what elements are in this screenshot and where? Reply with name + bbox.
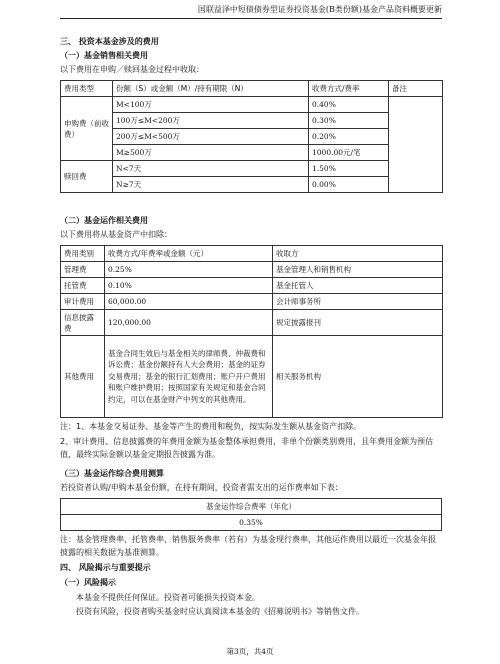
table-cell: 0.10%: [105, 278, 273, 294]
table-header-row: [61, 246, 443, 262]
subsection-sales-fees: （一）基金销售相关费用: [60, 51, 148, 60]
sales-fee-table: [60, 80, 443, 193]
table-row: [61, 129, 443, 145]
section-title-fees: 三、 投资本基金涉及的费用: [60, 37, 159, 46]
risk-paragraph-1: 本基金不提供任何保证。投资者可能损失投资本金。: [76, 593, 260, 602]
table-cell: 审计费用: [61, 294, 105, 310]
table-header-row: [61, 81, 443, 97]
table-row: [61, 177, 443, 193]
subsection-total-fees: （三）基金运作综合费用测算: [60, 469, 164, 478]
subsection-operation-fees: （二）基金运作相关费用: [60, 216, 148, 225]
table-header-row: [61, 499, 442, 515]
table-row: [61, 262, 443, 278]
page-footer: 第3页，共4页: [226, 647, 274, 656]
table-header-cell: 备注: [389, 81, 443, 97]
table-row: [61, 515, 442, 531]
sales-fees-intro: 以下费用在申购／赎回基金过程中收取：: [60, 65, 204, 74]
table-cell: 基金合同生效后与基金相关的律师费、仲裁费和诉讼费；基金份额持有人大会费用；基金的证券交易费用；基金的银行汇划费用；账户开户费用和账户维护费用；按照国家有关规定和基金合同约定，可以在基金财产中列支的其他费用。: [105, 336, 273, 418]
table-cell: M≥500万: [113, 145, 309, 161]
table-cell: 0.25%: [105, 262, 273, 278]
table-header-cell: 收取方: [273, 246, 443, 262]
operation-fees-intro: 以下费用将从基金资产中扣除：: [60, 230, 172, 239]
table-cell: N<7天: [113, 161, 309, 177]
table-header-cell: 基金运作综合费率（年化）: [61, 499, 442, 515]
table-row: [61, 145, 443, 161]
table-cell: 1.50%: [309, 161, 389, 177]
total-fees-intro: 若投资者认购/申购本基金份额，在持有期间，投资者需支出的运作费率如下表：: [60, 483, 343, 492]
table-row: [61, 161, 443, 177]
remarks-cell: [389, 97, 443, 193]
note-3: 注：基金管理费率、托管费率、销售服务费率（若有）为基金现行费率，其他运作费用以最近一次基金年报披露的相关数据为基准测算。: [60, 535, 436, 557]
table-cell: 200万≤M<500万: [113, 129, 309, 145]
risk-paragraph-2: 投资有风险，投资者购买基金时应认真阅读本基金的《招募说明书》等销售文件。: [76, 607, 364, 616]
table-header-cell: 收费方式/年费率或金额（元）: [105, 246, 273, 262]
table-cell: 基金托管人: [273, 278, 443, 294]
table-row: [61, 294, 443, 310]
table-cell: 0.30%: [309, 113, 389, 129]
table-row: [61, 97, 443, 113]
table-cell: 会计师事务所: [273, 294, 443, 310]
total-fee-table: [60, 498, 442, 531]
table-row: [61, 113, 443, 129]
note-2: 2、审计费用、信息披露费的年费用金额为基金整体承担费用，非单个份额类别费用，且年费用金额为预估值，最终实际金额以基金定期报告披露为准。: [60, 437, 434, 459]
table-header-cell: 份额（S）或金额（M）/持有期限（N）: [113, 81, 309, 97]
table-cell: M<100万: [113, 97, 309, 113]
table-cell: 1000.00元/笔: [309, 145, 389, 161]
table-cell: 规定披露报刊: [273, 310, 443, 336]
page-header: 国联益泽中短债债券型证券投资基金(B类份额)基金产品资料概要更新: [197, 5, 442, 14]
fee-type-purchase: 申购费（前收费）: [61, 97, 113, 161]
table-header-cell: 费用类别: [61, 246, 105, 262]
fee-type-redeem: 赎回费: [61, 161, 113, 193]
header-divider: [60, 18, 442, 19]
section-title-risk: 四、 风险揭示与重要提示: [60, 563, 151, 572]
table-cell: 0.40%: [309, 97, 389, 113]
table-header-cell: 收费方式/费率: [309, 81, 389, 97]
operation-fee-table: [60, 245, 443, 418]
table-row: [61, 278, 443, 294]
note-1: 注：1、本基金交易证券、基金等产生的费用和税负，按实际发生额从基金资产扣除。: [60, 422, 362, 431]
table-header-cell: 费用类型: [61, 81, 113, 97]
table-cell: 管理费: [61, 262, 105, 278]
table-row: [61, 310, 443, 336]
table-cell: 信息披露费: [61, 310, 105, 336]
table-cell: 基金管理人和销售机构: [273, 262, 443, 278]
subsection-risk-disclosure: （一）风险揭示: [60, 578, 116, 587]
table-cell: 托管费: [61, 278, 105, 294]
table-cell: 0.00%: [309, 177, 389, 193]
table-cell: 0.20%: [309, 129, 389, 145]
table-cell: 其他费用: [61, 336, 105, 418]
table-cell: 0.35%: [61, 515, 442, 531]
table-cell: 60,000.00: [105, 294, 273, 310]
table-cell: N≥7天: [113, 177, 309, 193]
table-cell: 相关服务机构: [273, 336, 443, 418]
table-cell: 120,000.00: [105, 310, 273, 336]
table-row: [61, 336, 443, 418]
table-cell: 100万≤M<200万: [113, 113, 309, 129]
